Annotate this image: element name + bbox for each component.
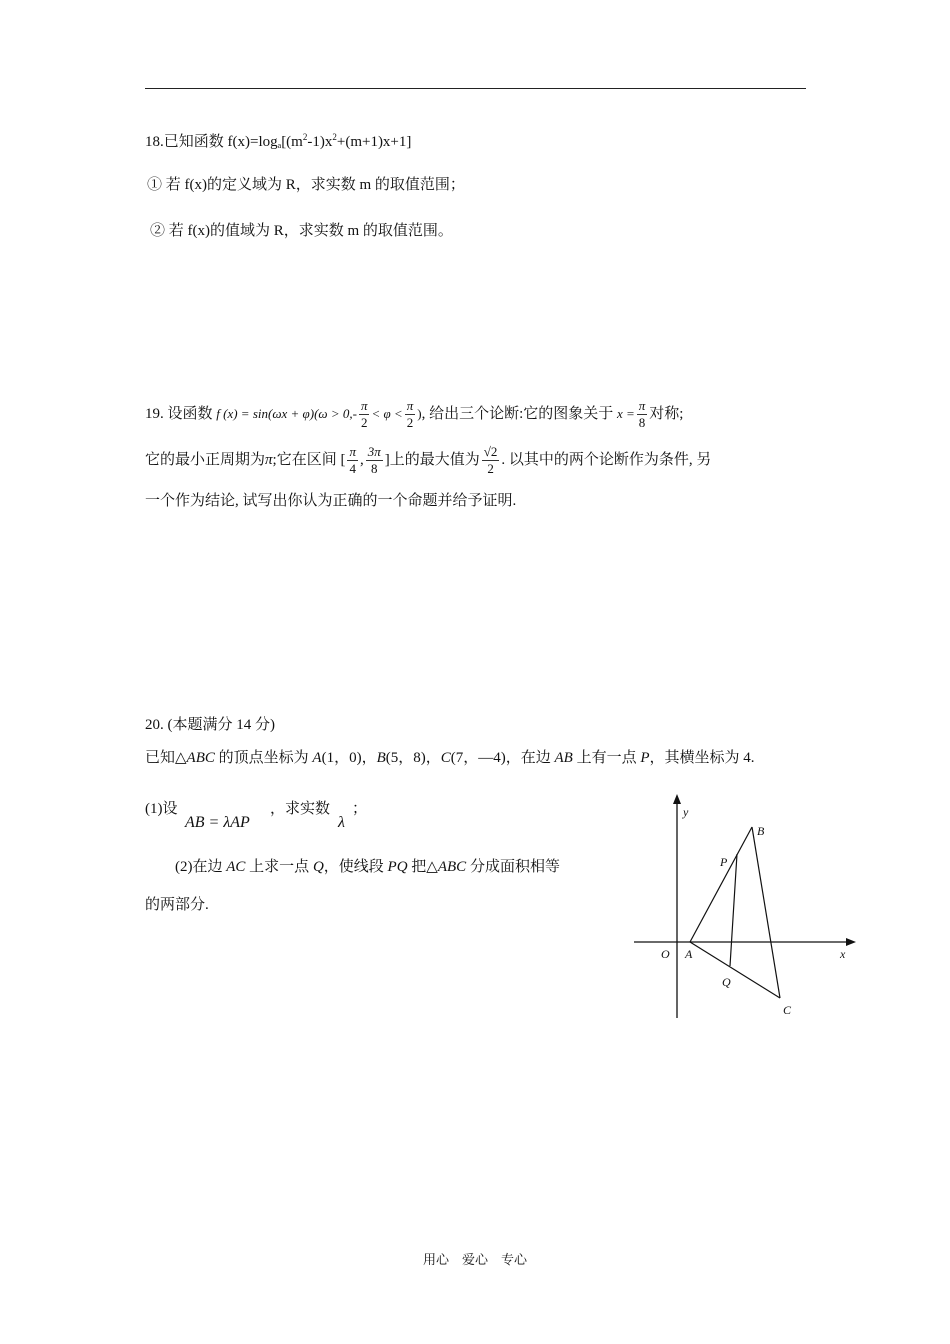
page-footer: 用心 爱心 专心 (422, 1252, 527, 1267)
segment-PQ (730, 854, 737, 966)
label-A: A (685, 947, 693, 961)
q19-line-3: 一个作为结论, 试写出你认为正确的一个命题并给予证明. (145, 493, 517, 509)
label-C: C (783, 1003, 792, 1017)
triangle-figure (628, 790, 858, 1030)
q20-part-1-end: ； (352, 801, 368, 817)
label-Q: Q (722, 975, 731, 989)
label-P: P (720, 855, 728, 869)
q19-line-1: 19. 设函数 f (x) = sin(ωx + φ)(ω > 0,- $\frac{\pi}{2}$ < φ < $\frac{\pi}{2}$ ), 给出三个论断:它的图象关于 x = $\frac{\pi}{8}$ 对称; (145, 398, 684, 431)
segment-BC (752, 827, 780, 998)
label-B: B (757, 824, 765, 838)
label-y: y (683, 805, 689, 819)
label-x: x (840, 947, 846, 961)
segment-AB (690, 827, 752, 942)
q20-part-1-ask: ，求实数 (270, 801, 331, 817)
q20-lambda: λ (338, 814, 345, 831)
header-rule (145, 88, 806, 89)
q20-part-1-equation: AB = λAP (185, 814, 250, 831)
q20-heading: 20. (本题满分 14 分) (145, 717, 275, 733)
x-axis-arrow-icon (846, 938, 856, 946)
y-axis-arrow-icon (673, 794, 681, 804)
q19-line-2: 它的最小正周期为π;它在区间 [ $\frac{\pi}{4}$ , $\frac{3\pi}{8}$ ]上的最大值为 $\frac{√2}{2}$ . 以其中的两个论断作为条件, 另 (145, 444, 712, 477)
q18-item-1: ① 若 f(x)的定义域为 R，求实数 m 的取值范围； (147, 177, 465, 193)
q20-part-1: (1)设 (145, 801, 178, 817)
q20-given: 已知△ABC 的顶点坐标为 A(1，0)，B(5，8)，C(7，—4)，在边 AB 上有一点 P，其横坐标为 4. (145, 750, 755, 766)
q20-part-2: (2)在边 AC 上求一点 Q，使线段 PQ 把△ABC 分成面积相等 (175, 859, 560, 875)
q18-stem: 18.已知函数 $f(x)=\log_a[(m^2-1)x^2+(m+1)x+1]$ (145, 132, 412, 150)
segment-AC (690, 942, 780, 998)
q20-part-2-cont: 的两部分. (145, 897, 209, 913)
q18-item-2: ② 若 f(x)的值域为 R，求实数 m 的取值范围。 (150, 223, 453, 239)
label-O: O (661, 947, 670, 961)
